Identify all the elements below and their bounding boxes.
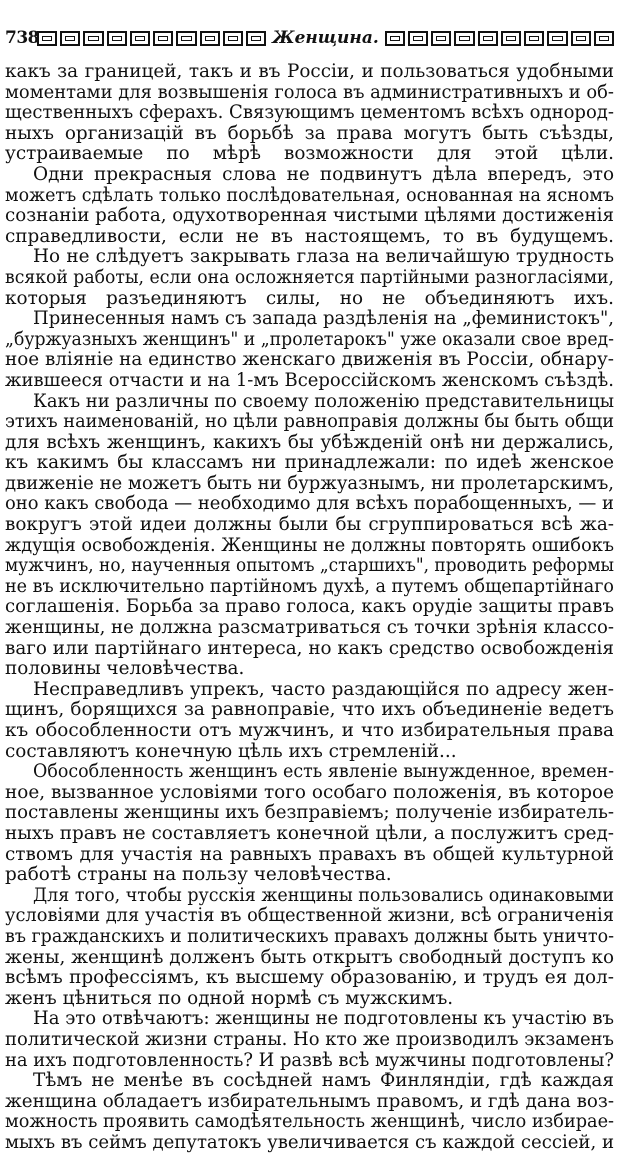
text-line: которыя разъединяютъ силы, но не объединяютъ ихъ.	[5, 288, 614, 309]
body-text	[5, 62, 614, 1153]
text-line: ныхъ правъ не составляетъ конечной цѣли, а послужитъ сред-	[5, 823, 614, 844]
text-line: Обособленность женщинъ есть явленіе вынужденное, времен-	[33, 762, 614, 783]
text-line: Тѣмъ не менѣе въ сосѣдней намъ Финляндіи, гдѣ каждая	[33, 1071, 614, 1092]
text-line: составляютъ конечную цѣль ихъ стремленій...	[5, 741, 457, 762]
text-line: вокругъ этой идеи должны были бы сгруппироваться всѣ жа-	[5, 515, 614, 536]
text-line: можетъ сдѣлать только послѣдовательная, основанная на ясномъ	[5, 185, 614, 206]
page-number: 738	[5, 28, 39, 48]
header-ornament-right	[385, 30, 614, 47]
paragraph	[5, 309, 614, 391]
paragraph	[5, 680, 614, 762]
text-line: моментами для возвышенія голоса въ административныхъ и об-	[5, 82, 614, 103]
text-line: всякой работы, если она осложняется партійными разногласіями,	[5, 267, 614, 288]
text-line: половины человѣчества.	[5, 659, 245, 680]
text-line: поставлены женщины ихъ безправіемъ; полученіе избиратель-	[5, 803, 614, 824]
paragraph	[5, 165, 614, 247]
paragraph	[5, 392, 614, 680]
running-title: Женщина.	[272, 28, 379, 48]
page-header	[5, 26, 614, 50]
text-line: женщины, не должна разсматриваться съ точки зрѣнія классо-	[5, 618, 614, 639]
text-line: ныхъ организацій въ борьбѣ за права могутъ быть съѣзды,	[5, 123, 614, 144]
text-line: Но не слѣдуетъ закрывать глаза на величайшую трудность	[33, 247, 614, 268]
paragraph	[5, 247, 614, 309]
text-line: ствомъ для участія на равныхъ правахъ въ общей культурной	[5, 844, 614, 865]
text-line: ное вліяніе на единство женскаго движенія въ Россіи, обнару-	[5, 350, 614, 371]
text-line: соглашенія. Борьба за право голоса, какъ орудіе защиты правъ	[5, 597, 614, 618]
text-line: Принесенныя намъ съ запада раздѣленія на „феминистокъ",	[33, 309, 614, 330]
text-line: жены, женщинѣ долженъ быть открытъ свободный доступъ ко	[5, 947, 614, 968]
text-line: можность проявить самодѣятельность женщинѣ, число избирае-	[5, 1112, 614, 1133]
text-line: не въ исключительно партійномъ духѣ, а путемъ общепартійнаго	[5, 576, 614, 597]
text-line: устраиваемые по мѣрѣ возможности для этой цѣли.	[5, 144, 614, 165]
text-line: Несправедливъ упрекъ, часто раздающійся по адресу жен-	[33, 679, 614, 700]
text-line: женщина обладаетъ избирательнымъ правомъ, и гдѣ дана воз-	[5, 1091, 614, 1112]
text-line: условіями для участія въ общественной жизни, всѣ ограниченія	[5, 906, 614, 927]
text-line: Для того, чтобы русскія женщины пользовались одинаковыми	[33, 885, 614, 906]
text-line: этихъ наименованій, но цѣли равноправія должны бы быть общи	[5, 412, 614, 433]
text-line: женъ цѣниться по одной нормѣ съ мужскимъ.	[5, 988, 454, 1009]
text-line: на ихъ подготовленность? И развѣ всѣ мужчины подготовлены?	[5, 1050, 614, 1071]
text-line: къ какимъ бы классамъ ни принадлежали: по идеѣ женское	[5, 453, 614, 474]
text-line: политической жизни страны. Но кто же производилъ экзаменъ	[5, 1029, 614, 1050]
text-line: Одни прекрасныя слова не подвинутъ дѣла впередъ, это	[33, 164, 614, 185]
paragraph	[5, 762, 614, 886]
paragraph	[5, 886, 614, 1010]
text-line: ваго или партійнаго интереса, но какъ средство освобожденія	[5, 638, 614, 659]
text-line: къ обособленности отъ мужчинъ, и что избирательныя права	[5, 721, 614, 741]
text-line: ждущія освобожденія. Женщины не должны повторять ошибокъ	[5, 535, 614, 556]
text-line: въ гражданскихъ и политическихъ правахъ должны быть уничто-	[5, 926, 614, 947]
text-line: какъ за границей, такъ и въ Россіи, и пользоваться удобными	[5, 62, 614, 82]
text-line: всѣмъ профессіямъ, къ высшему образованію, и трудъ ея дол-	[5, 968, 614, 989]
text-line: жившееся отчасти и на 1-мъ Всероссійскомъ женскомъ съѣздѣ.	[5, 370, 614, 391]
paragraph	[5, 1009, 614, 1071]
text-line: справедливости, если не въ настоящемъ, то въ будущемъ.	[5, 226, 614, 247]
text-line: движеніе не можетъ быть ни буржуазнымъ, ни пролетарскимъ,	[5, 473, 614, 494]
text-line: щественныхъ сферахъ. Связующимъ цементомъ всѣхъ однород-	[5, 103, 614, 124]
text-line: оно какъ свобода — необходимо для всѣхъ порабощенныхъ, — и	[5, 494, 614, 515]
paragraph	[5, 62, 614, 165]
text-line: Какъ ни различны по своему положенію представительницы	[33, 391, 614, 412]
paragraph	[5, 1071, 614, 1153]
text-line: сознаніи работа, одухотворенная чистыми цѣлями достиженія	[5, 206, 614, 227]
text-line: ное, вызванное условіями того особаго положенія, въ которое	[5, 782, 614, 803]
text-line: щинъ, борящихся за равноправіе, что ихъ объединеніе ведетъ	[5, 700, 614, 721]
text-line: для всѣхъ женщинъ, какихъ бы убѣжденій онѣ ни держались,	[5, 432, 614, 453]
text-line: „буржуазныхъ женщинъ" и „пролетарокъ" уже оказали свое вред-	[5, 329, 614, 350]
text-line: мыхъ въ сеймъ депутатокъ увеличивается съ каждой сессіей, и	[5, 1132, 614, 1153]
text-line: работѣ страны на пользу человѣчества.	[5, 865, 392, 886]
text-line: На это отвѣчаютъ: женщины не подготовлены къ участію въ	[33, 1009, 614, 1030]
text-line: мужчинъ, но, наученныя опытомъ „старшихъ", проводить реформы	[5, 556, 614, 577]
header-ornament-left	[37, 30, 266, 47]
